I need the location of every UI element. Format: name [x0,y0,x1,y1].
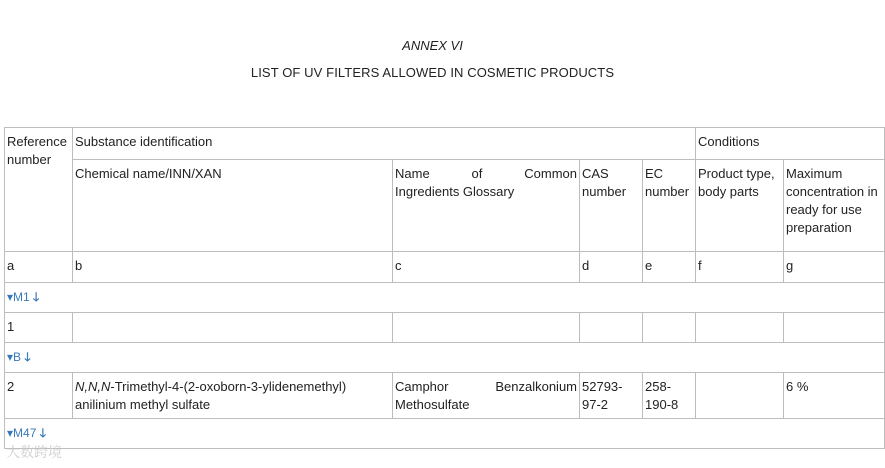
chemical-name-cell [73,313,393,343]
cas-number-cell: 52793-97-2 [580,373,643,419]
substance-identification-header: Substance identification [73,128,696,160]
amendment-marker-row [5,283,885,313]
m1-marker-cell [5,283,885,313]
column-letter: f [696,252,784,283]
max-concentration-cell: 6 % [784,373,885,419]
column-letter: d [580,252,643,283]
amendment-marker-row [5,343,885,373]
annex-heading: ANNEX VI [402,38,463,53]
b-marker-cell [5,343,885,373]
document-title: LIST OF UV FILTERS ALLOWED IN COSMETIC PRODUCTS [250,65,615,80]
column-letter: a [5,252,73,283]
product-type-cell [696,313,784,343]
m47-marker-cell [5,419,885,449]
chemical-name-text: -Trimethyl-4-(2-oxoborn-3-ylidenemethyl) anilinium methyl sulfate [75,379,347,412]
m47-marker-label: ▾M47 [7,426,37,440]
table-header-row [5,128,885,160]
chemical-name-header: Chemical name/INN/XAN [73,160,393,252]
column-letter: e [643,252,696,283]
cas-number-header: CAS number [580,160,643,252]
product-type-cell [696,373,784,419]
column-letters-row [5,252,885,283]
column-letter: b [73,252,393,283]
column-letter: c [393,252,580,283]
b-marker-label: ▾B [7,350,22,364]
glossary-name-cell: Camphor Benzalkonium Methosulfate [393,373,580,419]
uv-filters-table [4,127,885,449]
m1-marker-link[interactable] [7,290,39,304]
ec-number-cell [643,313,696,343]
arrow-down-icon: 🡓 [39,426,46,440]
b-marker-link[interactable] [7,350,31,364]
conditions-header: Conditions [696,128,885,160]
glossary-name-header-line1: Name of Common [395,166,577,181]
reference-number-header: Reference number [5,128,73,252]
ec-number-cell: 258-190-8 [643,373,696,419]
max-concentration-header: Maximum concentration in ready for use preparation [784,160,885,252]
m47-marker-link[interactable] [7,426,46,440]
m1-marker-label: ▾M1 [7,290,30,304]
glossary-name-cell [393,313,580,343]
product-type-header: Product type, body parts [696,160,784,252]
glossary-name-header [393,160,580,252]
table-row [5,373,885,419]
table-subheader-row [5,160,885,252]
watermark: 大数跨境 [6,444,62,460]
arrow-down-icon: 🡓 [24,350,31,364]
reference-number-cell: 1 [5,313,73,343]
max-concentration-cell [784,313,885,343]
ec-number-header: EC number [643,160,696,252]
reference-number-cell: 2 [5,373,73,419]
glossary-name-header-line2: Ingredients Glossary [395,184,515,199]
chemical-name-cell [73,373,393,419]
chemical-name-italic-prefix: N,N,N [75,379,111,394]
column-letter: g [784,252,885,283]
cas-number-cell [580,313,643,343]
table-row [5,313,885,343]
amendment-marker-row [5,419,885,449]
arrow-down-icon: 🡓 [33,290,40,304]
